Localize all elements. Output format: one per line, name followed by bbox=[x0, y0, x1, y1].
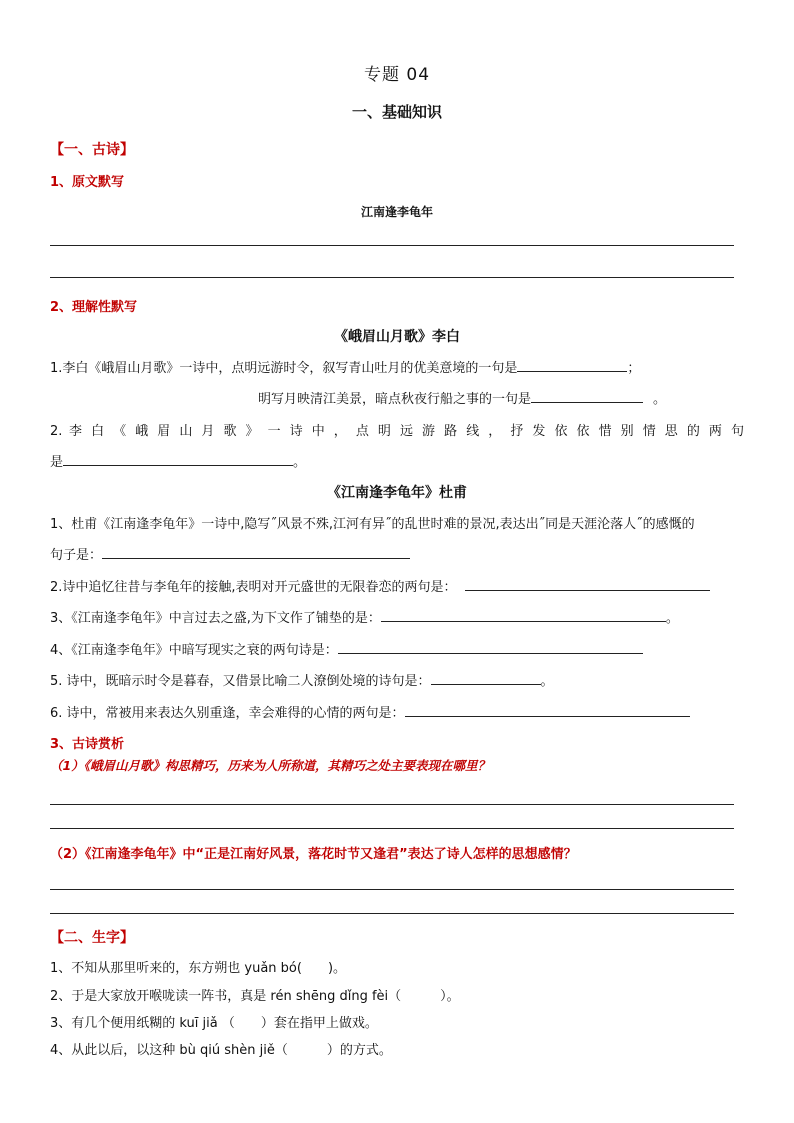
answer-blank[interactable] bbox=[465, 576, 710, 591]
answer-line bbox=[50, 804, 734, 805]
answer-line bbox=[50, 913, 734, 914]
part-label-recitation: 1、原文默写 bbox=[50, 175, 125, 190]
part-label-appreciation: 3、古诗赏析 bbox=[50, 737, 125, 752]
question-jiangnan-3: 3、《江南逢李龟年》中言过去之盛,为下文作了铺垫的是： 。 bbox=[50, 607, 679, 626]
question-jiangnan-2: 2.诗中追忆往昔与李龟年的接触,表明对开元盛世的无限眷恋的两句是： bbox=[50, 576, 710, 595]
list-item: 3、有几个便用纸糊的 kuī jiǎ （ ）套在指甲上做戏。 bbox=[50, 1016, 378, 1031]
poem-title-jiangnan: 江南逢李龟年 bbox=[360, 205, 433, 219]
page-title: 专题 04 bbox=[363, 65, 431, 85]
poem-title-emei: 《峨眉山月歌》李白 bbox=[334, 329, 460, 345]
list-item: 2、于是大家放开喉咙读一阵书，真是 rén shēng dǐng fèi（ ）。 bbox=[50, 989, 460, 1004]
answer-blank[interactable] bbox=[531, 388, 643, 403]
poem-title-jiangnan-dufu: 《江南逢李龟年》杜甫 bbox=[327, 485, 467, 501]
question-emei-2b: 是 。 bbox=[50, 451, 306, 470]
part-label-comprehension: 2、理解性默写 bbox=[50, 300, 138, 315]
answer-blank[interactable] bbox=[517, 357, 627, 372]
question-jiangnan-5: 5. 诗中，既暗示时令是暮春，又借景比喻二人潦倒处境的诗句是： 。 bbox=[50, 670, 554, 689]
section-heading-characters: 【二、生字】 bbox=[50, 930, 134, 946]
answer-blank[interactable] bbox=[102, 544, 410, 559]
question-appreciation-1: （1）《峨眉山月歌》构思精巧，历来为人所称道，其精巧之处主要表现在哪里？ bbox=[50, 758, 490, 773]
section-heading-poetry: 【一、古诗】 bbox=[50, 142, 134, 158]
question-jiangnan-1: 1、杜甫《江南逢李龟年》一诗中,隐写˝风景不殊,江河有异˝的乱世时难的景况,表达出˝同是天涯沦落人˝的感慨的 bbox=[50, 517, 695, 532]
answer-blank[interactable] bbox=[431, 670, 541, 685]
answer-blank[interactable] bbox=[63, 451, 293, 466]
answer-line bbox=[50, 277, 734, 278]
page-subtitle: 一、基础知识 bbox=[351, 103, 442, 121]
answer-line bbox=[50, 828, 734, 829]
question-appreciation-2: （2）《江南逢李龟年》中“正是江南好风景，落花时节又逢君”表达了诗人怎样的思想感情？ bbox=[50, 847, 577, 862]
answer-blank[interactable] bbox=[381, 607, 666, 622]
question-jiangnan-6: 6. 诗中，常被用来表达久别重逢，幸会难得的心情的两句是： bbox=[50, 702, 690, 721]
answer-line bbox=[50, 889, 734, 890]
list-item: 1、不知从那里听来的，东方朔也 yuǎn bó( )。 bbox=[50, 961, 347, 976]
question-emei-1b: 明写月映清江美景，暗点秋夜行船之事的一句是 。 bbox=[258, 388, 666, 407]
question-emei-1: 1.李白《峨眉山月歌》一诗中，点明远游时令，叙写青山吐月的优美意境的一句是 ； bbox=[50, 357, 640, 376]
answer-blank[interactable] bbox=[405, 702, 690, 717]
question-emei-2: 2. 李 白 《 峨 眉 山 月 歌 》 一 诗 中 ， 点 明 远 游 路 线 ， 抒 发 依 依 惜 别 情 思 的 两 句 bbox=[50, 424, 744, 439]
list-item: 4、从此以后，以这种 bù qiú shèn jiě（ ）的方式。 bbox=[50, 1043, 392, 1058]
answer-line bbox=[50, 245, 734, 246]
question-jiangnan-4: 4、《江南逢李龟年》中暗写现实之衰的两句诗是： bbox=[50, 639, 643, 658]
answer-blank[interactable] bbox=[338, 639, 643, 654]
question-jiangnan-1b: 句子是： bbox=[50, 544, 410, 563]
